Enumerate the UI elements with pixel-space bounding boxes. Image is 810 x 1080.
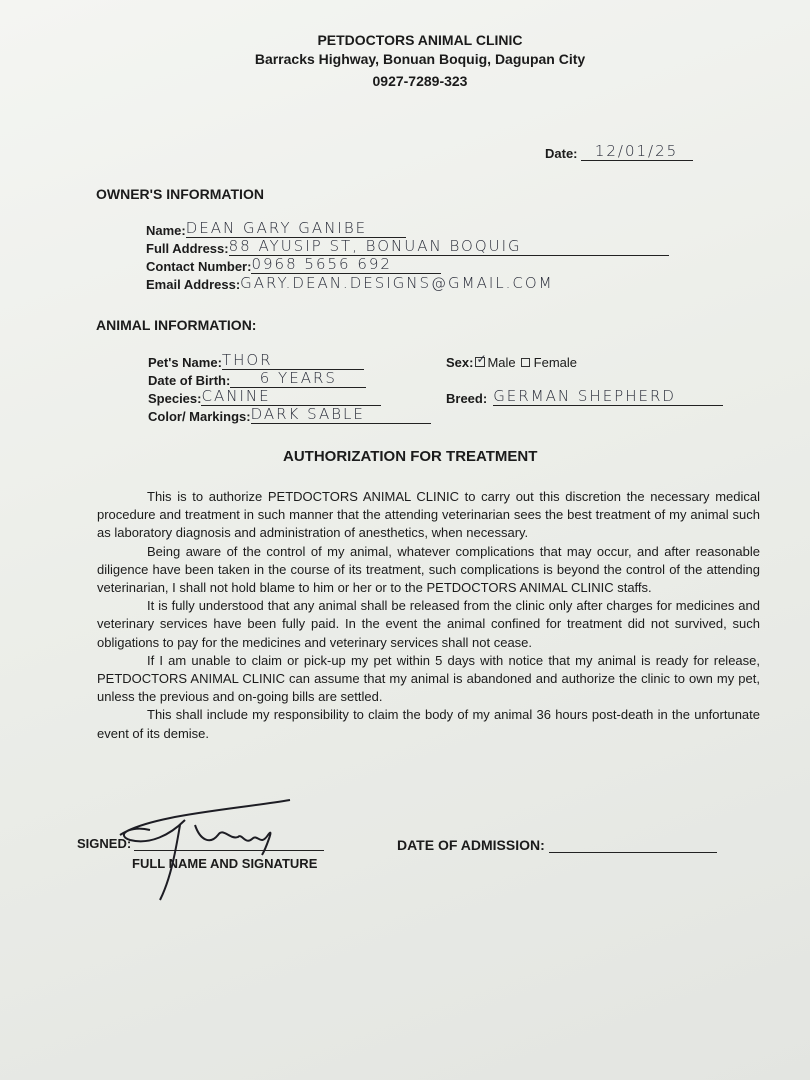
authorization-title: AUTHORIZATION FOR TREATMENT (283, 448, 538, 465)
admission-value[interactable] (549, 836, 717, 853)
owner-address-label: Full Address: (146, 241, 229, 256)
female-checkbox[interactable] (521, 358, 530, 367)
owner-address-field[interactable]: 88 AYUSIP ST, BONUAN BOQUIG (229, 237, 669, 256)
owner-contact-field[interactable]: 0968 5656 692 (251, 255, 441, 274)
admission-label: DATE OF ADMISSION: (397, 837, 545, 853)
male-checkbox[interactable] (475, 352, 487, 367)
check-icon: ✓ (476, 352, 487, 366)
dob-label: Date of Birth: (148, 373, 231, 388)
date-label: Date: (545, 146, 578, 161)
breed-field (446, 388, 723, 406)
authorization-text (97, 488, 760, 743)
signature-caption: FULL NAME AND SIGNATURE (132, 856, 318, 871)
dob-field[interactable]: 6 YEARS (230, 369, 366, 388)
breed-label: Breed: (446, 391, 488, 406)
owner-heading: OWNER'S INFORMATION (96, 186, 264, 202)
date-value[interactable]: 12/01/25 (581, 142, 693, 161)
owner-email-label: Email Address: (146, 277, 241, 292)
owner-name-field[interactable]: DEAN GARY GANIBE (186, 219, 406, 238)
sex-field (446, 352, 577, 370)
paragraph: This is to authorize PETDOCTORS ANIMAL CLINIC to carry out this discretion the necessary medical procedure and treatment in such manner that the attending veterinarian sees the best treatment of my animal such as laboratory diagnosis and administration of anesthetics, when necessary. (97, 489, 760, 541)
owner-email-field[interactable]: GARY.DEAN.DESIGNS@GMAIL.COM (240, 274, 554, 292)
color-label: Color/ Markings: (148, 409, 251, 424)
paragraph: This shall include my responsibility to claim the body of my animal 36 hours post-death in the unfortunate event of its demise. (97, 707, 760, 741)
species-field[interactable]: CANINE (201, 387, 381, 406)
signature-image (90, 795, 300, 905)
pet-name-label: Pet's Name: (148, 355, 222, 370)
species-label: Species: (148, 391, 202, 406)
color-field[interactable]: DARK SABLE (251, 405, 431, 424)
breed-value[interactable]: GERMAN SHEPHERD (493, 387, 723, 406)
paragraph: If I am unable to claim or pick-up my pet within 5 days with notice that my animal is ready for release, PETDOCTORS ANIMAL CLINIC can assume that my animal is abandoned and authorize the clinic to own my pet, unless the previous and on-going bills are settled. (97, 652, 760, 705)
clinic-phone: 0927-7289-323 (372, 73, 468, 89)
admission-field (397, 835, 717, 853)
paragraph: Being aware of the control of my animal, whatever complications that may occur, and after reasonable diligence have been taken in the course of its treatment, such complications is beyond the control of the attending veterinarian, I shall not hold blame to him or her or to the PETDOCTORS ANIMAL CLINIC staffs. (97, 543, 760, 596)
paragraph: It is fully understood that any animal shall be released from the clinic only after charges for medicines and veterinary services have been fully paid. In the event the animal confined for treatment did not survived, such obligations to pay for the medicines and veterinary services shall not cease. (97, 598, 760, 650)
owner-info (146, 220, 669, 292)
sex-label: Sex: (446, 355, 474, 370)
owner-name-label: Name: (146, 223, 186, 238)
male-label: Male (487, 355, 516, 370)
female-label: Female (533, 355, 578, 370)
signed-label: SIGNED: (77, 836, 132, 851)
clinic-address: Barracks Highway, Bonuan Boquig, Dagupan City (254, 51, 586, 67)
animal-info-left (148, 352, 431, 424)
animal-heading: ANIMAL INFORMATION: (96, 317, 257, 333)
owner-contact-label: Contact Number: (146, 259, 252, 274)
clinic-name: PETDOCTORS ANIMAL CLINIC (317, 32, 523, 48)
pet-name-field[interactable]: THOR (222, 351, 364, 370)
date-field (545, 143, 693, 161)
